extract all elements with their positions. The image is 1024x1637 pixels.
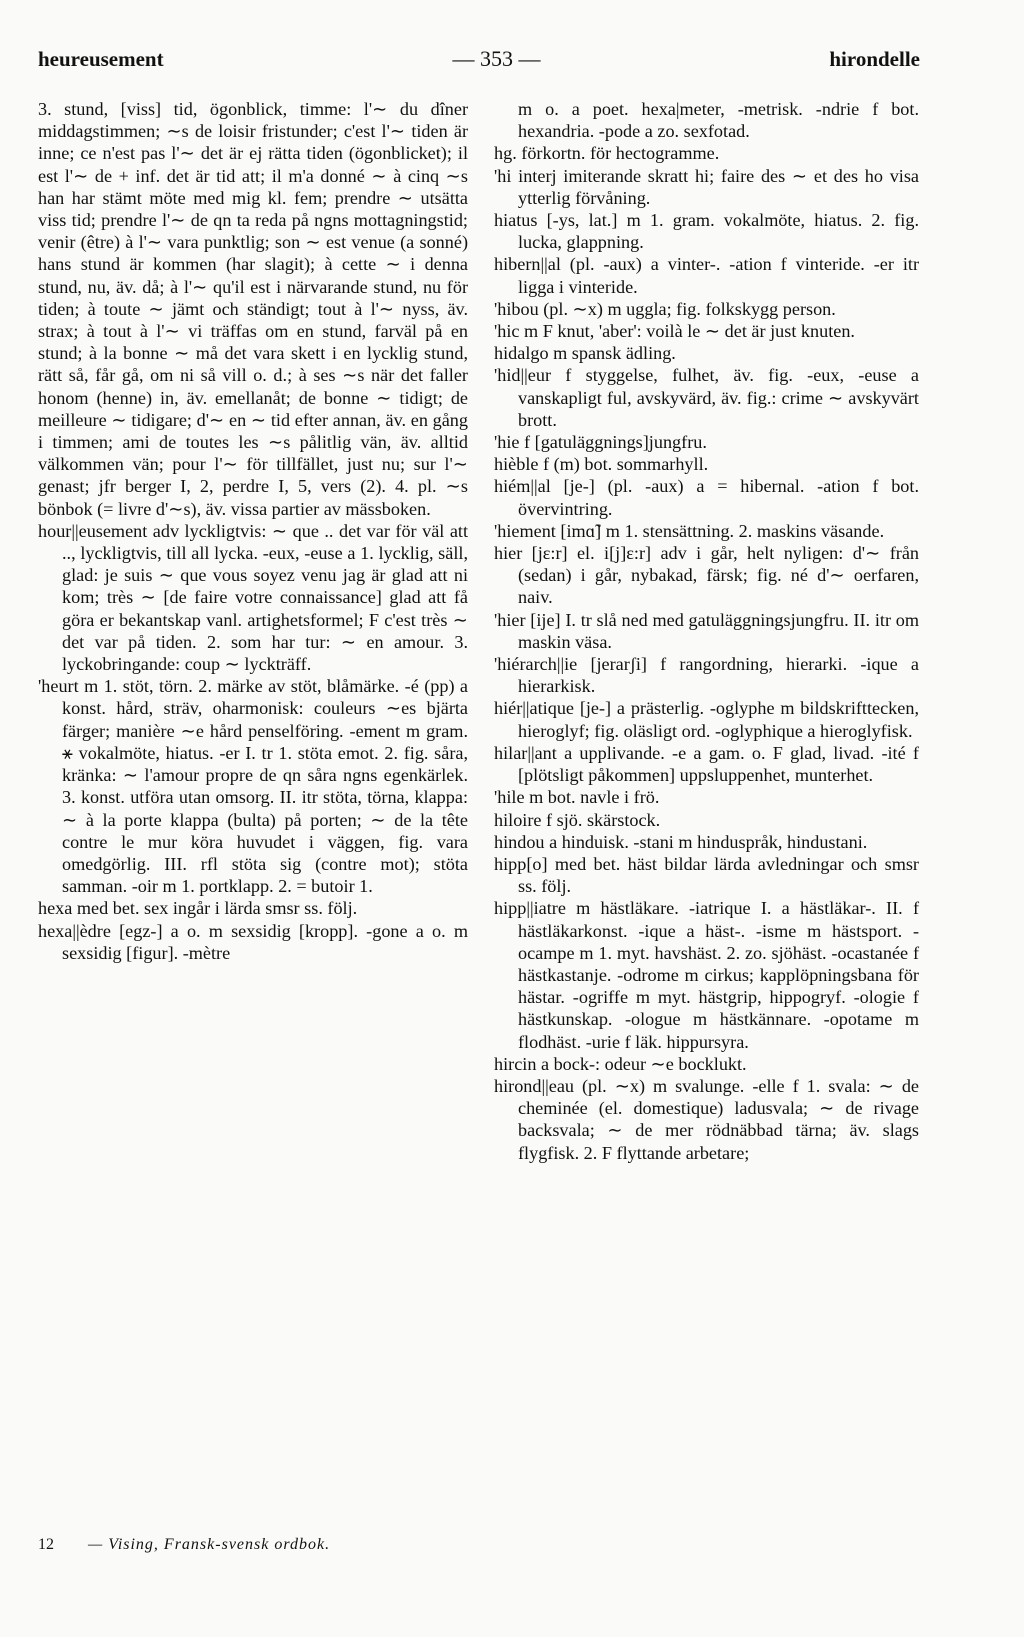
dictionary-entry: hiém||al [je-] (pl. -aux) a = hibernal. -ation f bot. övervintring. [494, 476, 919, 519]
dictionary-entry: hexa||èdre [egz-] a o. m sexsidig [kropp]. -gone a o. m sexsidig [figur]. -mètre [38, 920, 468, 963]
dictionary-entry: hirond||eau (pl. ∼x) m svalunge. -elle f 1. svala: ∼ de cheminée (el. domestique) ladusvala; ∼ de rivage backsvala; ∼ de mer rödnäbbad tärna; äv. slags flygfisk. 2. F flyttande arbetare; [494, 1075, 919, 1163]
left-guide-word: heureusement [38, 47, 164, 71]
dictionary-entry: 'hibou (pl. ∼x) m uggla; fig. folkskygg person. [494, 298, 836, 319]
right-column [494, 98, 919, 1164]
left-column [38, 98, 468, 964]
dictionary-entry: hexa med bet. sex ingår i lärda smsr ss. följ. [38, 898, 358, 919]
dictionary-entry: 'hic m F knut, 'aber': voilà le ∼ det är just knuten. [494, 321, 855, 342]
printer-signature: — Vising, Fransk-svensk ordbok. [88, 1536, 331, 1553]
dictionary-entry: 'hile m bot. navle i frö. [494, 787, 660, 808]
dictionary-entry: hircin a bock-: odeur ∼e bocklukt. [494, 1053, 747, 1074]
dictionary-entry: hibern||al (pl. -aux) a vinter-. -ation f vinteride. -er itr ligga i vinteride. [494, 254, 919, 297]
page-number: — 353 — [452, 46, 541, 71]
right-guide-word: hirondelle [829, 47, 920, 71]
dictionary-entry: hipp[o] med bet. häst bildar lärda avledningar och smsr ss. följ. [494, 853, 919, 897]
dictionary-entry: hour||eusement adv lyckligtvis: ∼ que .. det var för väl att .., lyckligtvis, till all lycka. -eux, -euse a 1. lycklig, säll, glad: je suis ∼ que vous soyez venu jag är glad att ni kom; très ∼ [de faire votre connaissance] glad att få göra er bekantskap vanl. artighetsformel; F c'est très ∼ det var på tiden. 2. som har tur: ∼ en amour. 3. lyckobringande: coup ∼ lyckträff. [38, 520, 468, 675]
dictionary-entry: 'heurt m 1. stöt, törn. 2. märke av stöt, blåmärke. -é (pp) a konst. hård, sträv, oharmonisk: couleurs ∼es bjärta färger; manière ∼e hård penselföring. -ement m gram. ⚹ vokalmöte, hiatus. -er I. tr 1. stöta emot. 2. fig. såra, kränka: ∼ l'amour propre de qn såra ngns egenkärlek. 3. konst. utföra utan omsorg. II. itr stöta, törna, klappa: ∼ à la porte klappa (bulta) på porten; ∼ de la tête contre le mur köra huvudet i väggen, fig. vara omedgörlig. III. rfl stöta sig (contre mot); stöta samman. -oir m 1. portklapp. 2. = butoir 1. [38, 676, 468, 897]
dictionary-entry: 'hie f [gatuläggnings]jungfru. [494, 432, 707, 453]
dictionary-entry: hipp||iatre m hästläkare. -iatrique I. a hästläkar-. II. f hästläkarkonst. -ique a häst-. -isme m hästsport. -ocampe m 1. myt. havshäst. 2. zo. sjöhäst. -ocastanée f hästkastanje. -odrome m cirkus; kapplöpningsbana för hästar. -ogriffe m myt. hästgrip, hippogryf. -ologie f hästkunskap. -ologue m hästkännare. -opotame m flodhäst. -urie f läk. hippursyra. [494, 898, 919, 1052]
dictionary-entry: hilar||ant a upplivande. -e a gam. o. F glad, livad. -ité f [plötsligt påkommen] uppsluppenhet, munterhet. [494, 742, 919, 786]
dictionary-entry: hg. förkortn. för hectogramme. [494, 143, 720, 164]
dictionary-entry: hièble f (m) bot. sommarhyll. [494, 454, 709, 475]
running-head [38, 46, 920, 72]
dictionary-entry: hidalgo m spansk ädling. [494, 343, 676, 364]
dictionary-entry: 3. stund, [viss] tid, ögonblick, timme: l'∼ du dîner middagstimmen; ∼s de loisir fristunder; c'est l'∼ tiden är inne; ce n'est pas l'∼ det är ej rätta tiden (ögonblicket); il est l'∼ de + inf. det är tid att; il m'a donné ∼ à cinq ∼s han har stämt möte med mig kl. fem; prendre ∼ utsätta viss tid; prendre l'∼ de qn ta reda på ngns mottagningstid; venir (être) à l'∼ vara punktlig; son ∼ est venue (a sonné) hans stund är kommen (har slagit); à cette ∼ i denna stund, nu, äv. då; à l'∼ qu'il est i närvarande stund, nu för tiden; à toute ∼ jämt och ständigt; tout à l'∼ nyss, äv. strax; à tout à l'∼ vi träffas om en stund, farväl på en stund; à la bonne ∼ må det vara skett i en lycklig stund, rätt så, får gå, om ni så vill o. d.; à ses ∼s när det faller honom (henne) in, äv. emellanåt; de bonne ∼ tidigt; de meilleure ∼ tidigare; d'∼ en ∼ tid efter annan, äv. en gång i timmen; ami de toutes les ∼s pålitlig vän, äv. alltid välkommen vän; pour l'∼ för tillfället, just nu; sur l'∼ genast; jfr berger I, 2, perdre I, 5, vers (2). 4. pl. ∼s bönbok (= livre d'∼s), äv. vissa partier av mässboken. [38, 99, 468, 519]
dictionary-entry: 'hiement [imɑ̃] m 1. stensättning. 2. maskins väsande. [494, 520, 885, 541]
dictionary-entry: 'hier [ije] I. tr slå ned med gatuläggningsjungfru. II. itr om maskin väsa. [494, 609, 919, 652]
dictionary-entry: m o. a poet. hexa|meter, -metrisk. -ndrie f bot. hexandria. -pode a zo. sexfotad. [518, 99, 919, 142]
dictionary-entry: hiatus [-ys, lat.] m 1. gram. vokalmöte, hiatus. 2. fig. lucka, glappning. [494, 210, 919, 253]
dictionary-entry: 'hi interj imiterande skratt hi; faire des ∼ et des ho visa ytterlig förvåning. [494, 165, 919, 208]
dictionary-entry: hiér||atique [je-] a prästerlig. -oglyphe m bildskrifttecken, hieroglyf; fig. oläsligt ord. -oglyphique a hieroglyfisk. [494, 698, 919, 741]
page-footer [38, 1536, 468, 1554]
dictionary-entry: hiloire f sjö. skärstock. [494, 809, 661, 830]
dictionary-entry: hindou a hinduisk. -stani m hinduspråk, hindustani. [494, 831, 868, 852]
dictionary-entry: 'hid||eur f styggelse, fulhet, äv. fig. -eux, -euse a vanskapligt ful, avskyvärd, äv. fig.: crime ∼ avskyvärt brott. [494, 365, 919, 430]
dictionary-entry: 'hiérarch||ie [jerarʃi] f rangordning, hierarki. -ique a hierarkisk. [494, 654, 919, 697]
sheet-number: 12 [38, 1536, 54, 1553]
dictionary-entry: hier [jɛ:r] el. i[j]ɛ:r] adv i går, helt nyligen: d'∼ från (sedan) i går, nybakad, färsk; fig. né d'∼ oerfaren, naiv. [494, 543, 919, 608]
